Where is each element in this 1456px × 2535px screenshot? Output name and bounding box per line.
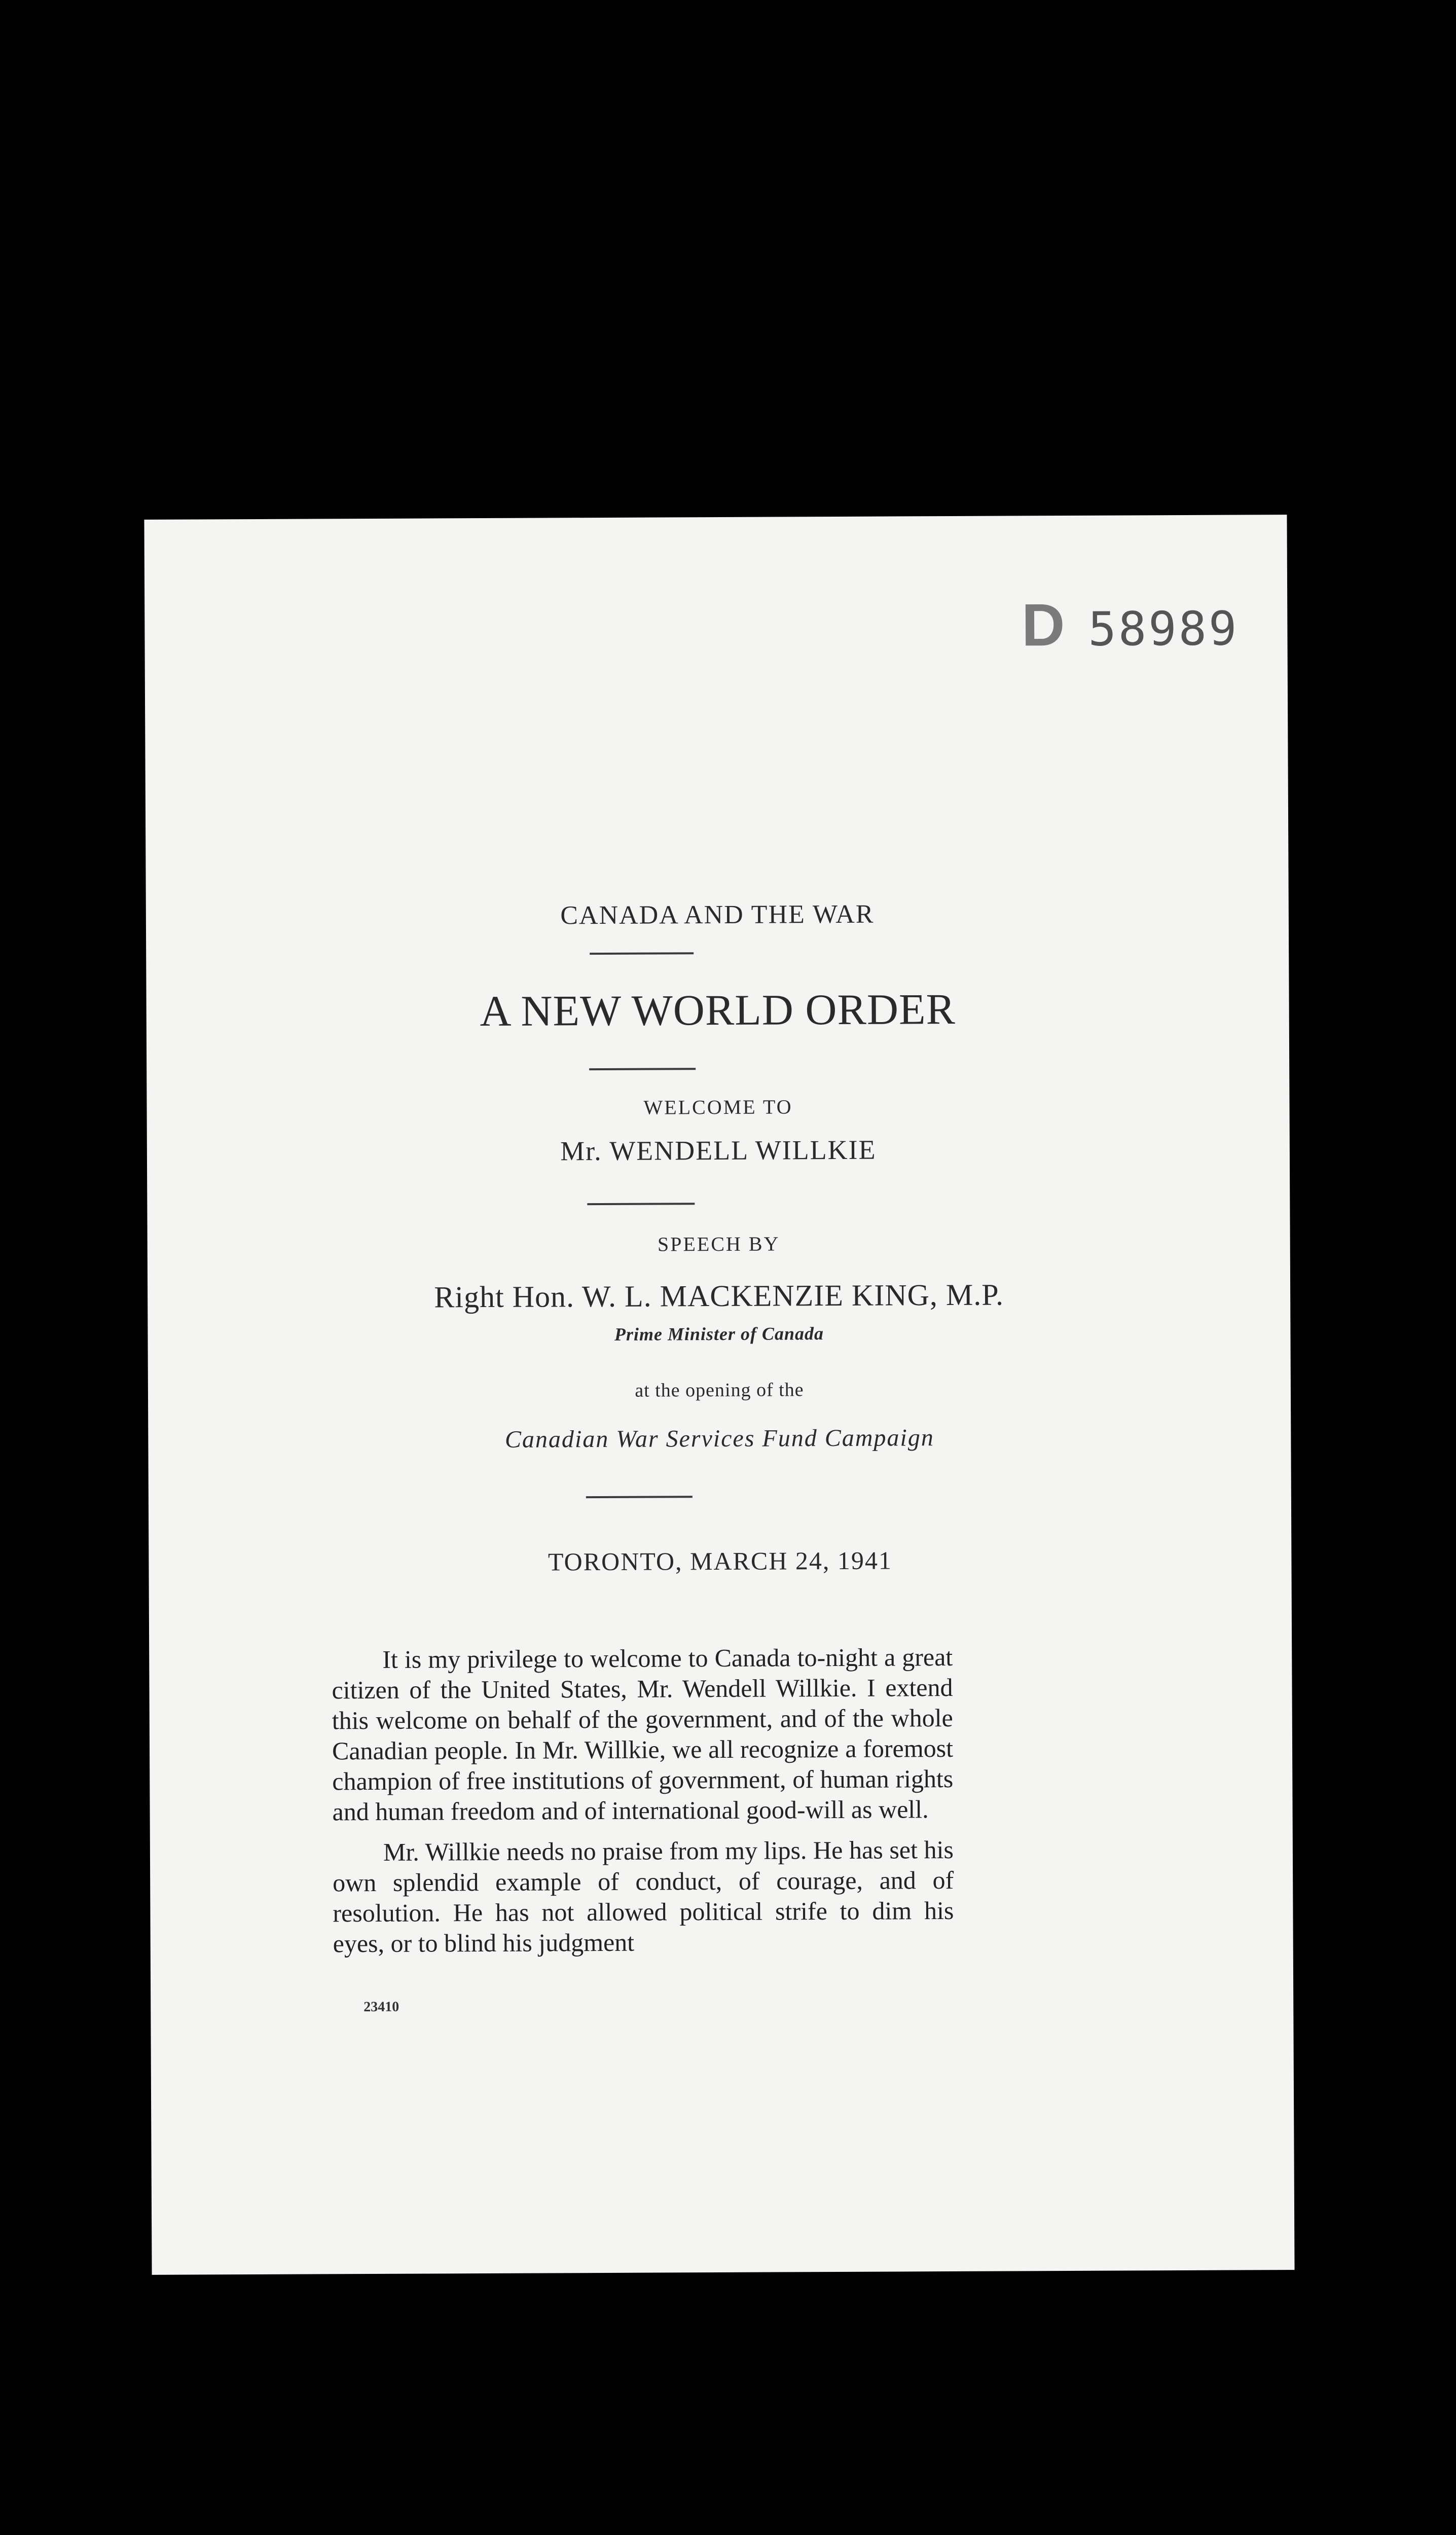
place-and-date: TORONTO, MARCH 24, 1941 — [548, 1546, 893, 1576]
speaker-name: Right Hon. W. L. MACKENZIE KING, M.P. — [434, 1278, 1004, 1314]
speech-label: SPEECH BY — [657, 1232, 780, 1256]
archive-stamp — [1022, 590, 1239, 660]
document-page — [144, 515, 1294, 2275]
series-heading: CANADA AND THE WAR — [560, 899, 875, 930]
stamp-number: 58989 — [1088, 601, 1239, 657]
welcome-label: WELCOME TO — [643, 1095, 793, 1119]
divider-rule — [589, 1068, 696, 1070]
printer-code: 23410 — [363, 1999, 399, 2015]
divider-rule — [590, 952, 694, 955]
occasion-label: at the opening of the — [635, 1379, 804, 1401]
speech-body — [332, 1642, 954, 1969]
honoree-name: Mr. WENDELL WILLKIE — [560, 1134, 877, 1167]
divider-rule — [587, 1203, 695, 1205]
campaign-name: Canadian War Services Fund Campaign — [504, 1424, 934, 1453]
speaker-role: Prime Minister of Canada — [614, 1323, 824, 1345]
divider-rule — [586, 1496, 693, 1498]
stamp-letter: D — [1021, 592, 1065, 659]
document-title: A NEW WORLD ORDER — [480, 984, 956, 1036]
paragraph: It is my privilege to welcome to Canada to-night a great citizen of the United States, Mr. Wendell Willkie. I extend this welcome on behalf of the government, and of the whole Canadian people. In Mr. Willkie, we all recognize a foremost champion of free institutions of government, of human rights and human freedom and of international good-will as well. — [332, 1642, 954, 1826]
paragraph: Mr. Willkie needs no praise from my lips. He has set his own splendid example of conduct, of courage, and of resolution. He has not allowed political strife to dim his eyes, or to blind his judgment — [333, 1835, 954, 1958]
